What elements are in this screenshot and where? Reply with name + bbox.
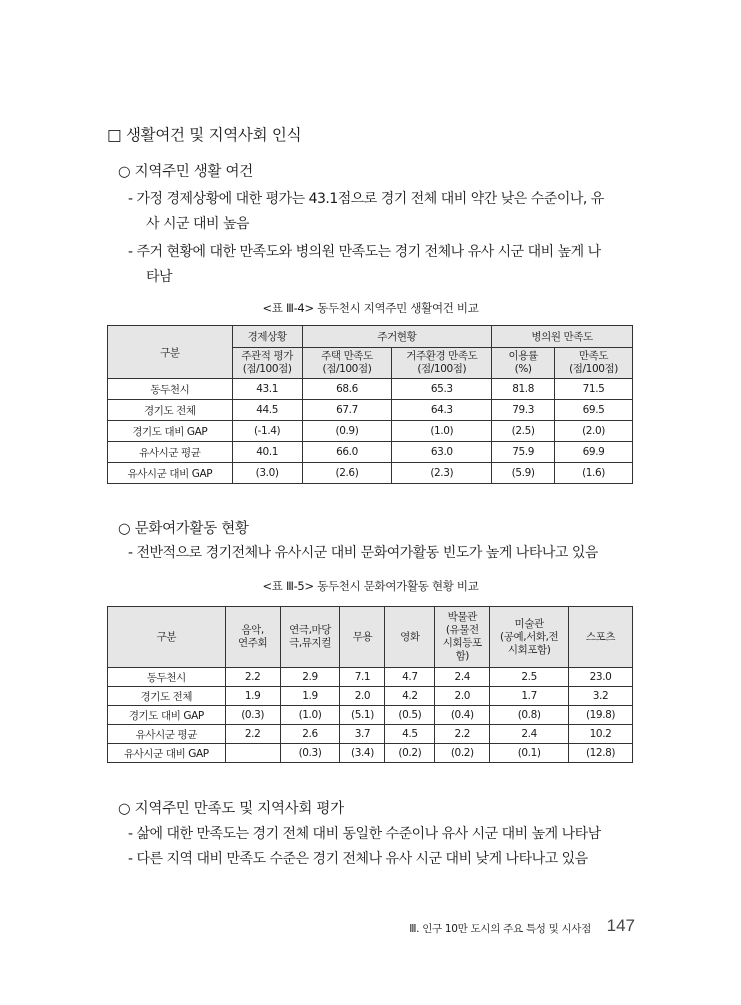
table-cell: 44.5 <box>232 400 302 421</box>
table-cell: (19.8) <box>569 706 633 725</box>
table-cell: (0.4) <box>435 706 490 725</box>
table-cell: 4.5 <box>385 725 435 744</box>
table-cell: 64.3 <box>392 400 492 421</box>
table-cell: 2.0 <box>340 687 385 706</box>
table-cell: 4.2 <box>385 687 435 706</box>
table-cell: 3.2 <box>569 687 633 706</box>
table-cell: (0.2) <box>385 744 435 763</box>
table-cell: (3.0) <box>232 463 302 484</box>
row-label-header: 구분 <box>108 326 233 379</box>
column-header <box>385 607 435 668</box>
row-label: 동두천시 <box>108 668 226 687</box>
table-row <box>108 725 633 744</box>
table-row <box>108 706 633 725</box>
subsection-heading-satisfaction: ○ 지역주민 만족도 및 지역사회 평가 <box>118 801 344 817</box>
row-label-header: 구분 <box>108 607 226 668</box>
column-header <box>569 607 633 668</box>
table-cell: 69.5 <box>555 400 633 421</box>
table-cell: 2.9 <box>280 668 340 687</box>
bullet-2-line-1: - 주거 현황에 대한 만족도와 병의원 만족도는 경기 전체나 유사 시군 대비 높게 나 <box>128 244 601 260</box>
table-cell: 69.9 <box>555 442 633 463</box>
running-footer: Ⅲ. 인구 10만 도시의 주요 특성 및 시사점 <box>409 923 591 935</box>
row-label: 동두천시 <box>108 379 233 400</box>
table-cell: 2.2 <box>225 668 280 687</box>
column-header <box>225 607 280 668</box>
row-label: 유사시군 대비 GAP <box>108 744 226 763</box>
row-label: 경기도 전체 <box>108 400 233 421</box>
table-cell: (1.0) <box>392 421 492 442</box>
table-row <box>108 463 633 484</box>
table-cell: 3.7 <box>340 725 385 744</box>
row-label: 경기도 대비 GAP <box>108 706 226 725</box>
table-row <box>108 421 633 442</box>
table-row <box>108 668 633 687</box>
table-cell: (0.5) <box>385 706 435 725</box>
living-conditions-table <box>107 325 633 484</box>
table-row <box>108 400 633 421</box>
column-header-line: 연주회 <box>238 637 268 649</box>
column-header-line: 시회포함) <box>507 643 551 656</box>
page-number: 147 <box>606 916 635 935</box>
table-cell: 79.3 <box>492 400 555 421</box>
table-cell: 2.2 <box>225 725 280 744</box>
row-label: 유사시군 평균 <box>108 725 226 744</box>
bullet-2-line-2: 타남 <box>146 269 173 285</box>
table-cell: (0.3) <box>225 706 280 725</box>
table-cell: (0.8) <box>490 706 569 725</box>
group-header-hospital: 병의원 만족도 <box>492 326 633 348</box>
table-cell: 2.0 <box>435 687 490 706</box>
table-cell: (0.2) <box>435 744 490 763</box>
table-row <box>108 442 633 463</box>
column-header <box>340 607 385 668</box>
table-cell: 23.0 <box>569 668 633 687</box>
row-label: 유사시군 대비 GAP <box>108 463 233 484</box>
column-header-line: 음악, <box>241 624 264 636</box>
column-header <box>435 607 490 668</box>
table-cell: 43.1 <box>232 379 302 400</box>
table-cell: 2.2 <box>435 725 490 744</box>
sub-header: 거주환경 만족도 (점/100점) <box>392 348 492 379</box>
table-cell: 40.1 <box>232 442 302 463</box>
sub-header: 이용률 (%) <box>492 348 555 379</box>
table-cell: (0.1) <box>490 744 569 763</box>
table-cell: 1.9 <box>280 687 340 706</box>
table-cell: 1.9 <box>225 687 280 706</box>
group-header-housing: 주거현황 <box>302 326 492 348</box>
row-label: 유사시군 평균 <box>108 442 233 463</box>
table-cell: (12.8) <box>569 744 633 763</box>
table-cell: 66.0 <box>302 442 392 463</box>
column-header-line: 시회등포 <box>442 637 482 649</box>
table-cell: 75.9 <box>492 442 555 463</box>
table-cell: 2.5 <box>490 668 569 687</box>
table-cell: (0.3) <box>280 744 340 763</box>
culture-activity-table <box>107 606 633 763</box>
table-cell: 2.4 <box>435 668 490 687</box>
row-label: 경기도 전체 <box>108 687 226 706</box>
table-cell: 2.4 <box>490 725 569 744</box>
table-cell: (1.6) <box>555 463 633 484</box>
table-cell: 71.5 <box>555 379 633 400</box>
table-cell: 65.3 <box>392 379 492 400</box>
table-cell: (5.1) <box>340 706 385 725</box>
column-header <box>490 607 569 668</box>
row-label: 경기도 대비 GAP <box>108 421 233 442</box>
table-cell: (2.5) <box>492 421 555 442</box>
column-header-line: 스포츠 <box>585 630 616 643</box>
sub-header: 만족도 (점/100점) <box>555 348 633 379</box>
table-cell: 7.1 <box>340 668 385 687</box>
table-cell: (3.4) <box>340 744 385 763</box>
bullet-1-line-2: 사 시군 대비 높음 <box>146 216 250 232</box>
column-header-line: 영화 <box>400 630 420 643</box>
table-cell: 2.6 <box>280 725 340 744</box>
culture-bullet: - 전반적으로 경기전체나 유사시군 대비 문화여가활동 빈도가 높게 나타나고 있음 <box>128 545 598 561</box>
column-header-line: 극,뮤지컬 <box>289 637 331 649</box>
sub-header: 주택 만족도 (점/100점) <box>302 348 392 379</box>
table-cell: 67.7 <box>302 400 392 421</box>
column-header-line: (공예,서화,전 <box>500 630 559 643</box>
table2-caption: <표 Ⅲ-5> 동두천시 문화여가활동 현황 비교 <box>262 579 479 593</box>
group-header-economy: 경제상황 <box>232 326 302 348</box>
subsection-heading-living-conditions: ○ 지역주민 생활 여건 <box>118 164 253 180</box>
table-cell: 81.8 <box>492 379 555 400</box>
column-header-line: 연극,마당 <box>289 624 331 636</box>
table-cell: (5.9) <box>492 463 555 484</box>
bullet-1-line-1: - 가정 경제상황에 대한 평가는 43.1점으로 경기 전체 대비 약간 낮은 수준이나, 유 <box>128 191 604 207</box>
column-header-line: 박물관 <box>447 611 477 623</box>
column-header-line: (유물전 <box>445 624 479 636</box>
table-cell: (2.0) <box>555 421 633 442</box>
satisfaction-bullet-2: - 다른 지역 대비 만족도 수준은 경기 전체나 유사 시군 대비 낮게 나타나고 있음 <box>128 851 588 867</box>
subsection-heading-culture: ○ 문화여가활동 현황 <box>118 521 249 537</box>
table-cell: (0.9) <box>302 421 392 442</box>
sub-header: 주관적 평가 (점/100점) <box>232 348 302 379</box>
table-cell: 1.7 <box>490 687 569 706</box>
section-heading: □ 생활여건 및 지역사회 인식 <box>107 126 302 144</box>
satisfaction-bullet-1: - 삶에 대한 만족도는 경기 전체 대비 동일한 수준이나 유사 시군 대비 높게 나타남 <box>128 826 601 842</box>
table-row <box>108 379 633 400</box>
table-cell: 10.2 <box>569 725 633 744</box>
table-cell: (1.0) <box>280 706 340 725</box>
table-cell: 68.6 <box>302 379 392 400</box>
column-header <box>280 607 340 668</box>
table-row <box>108 687 633 706</box>
column-header-line: 함) <box>455 650 470 662</box>
table-cell: (2.6) <box>302 463 392 484</box>
table-cell <box>225 744 280 763</box>
table-cell: (-1.4) <box>232 421 302 442</box>
table-row <box>108 744 633 763</box>
column-header-line: 무용 <box>352 630 373 643</box>
column-header-line: 미술관 <box>514 617 544 630</box>
table-cell: 63.0 <box>392 442 492 463</box>
table1-caption: <표 Ⅲ-4> 동두천시 지역주민 생활여건 비교 <box>262 301 479 315</box>
table-cell: (2.3) <box>392 463 492 484</box>
table-cell: 4.7 <box>385 668 435 687</box>
